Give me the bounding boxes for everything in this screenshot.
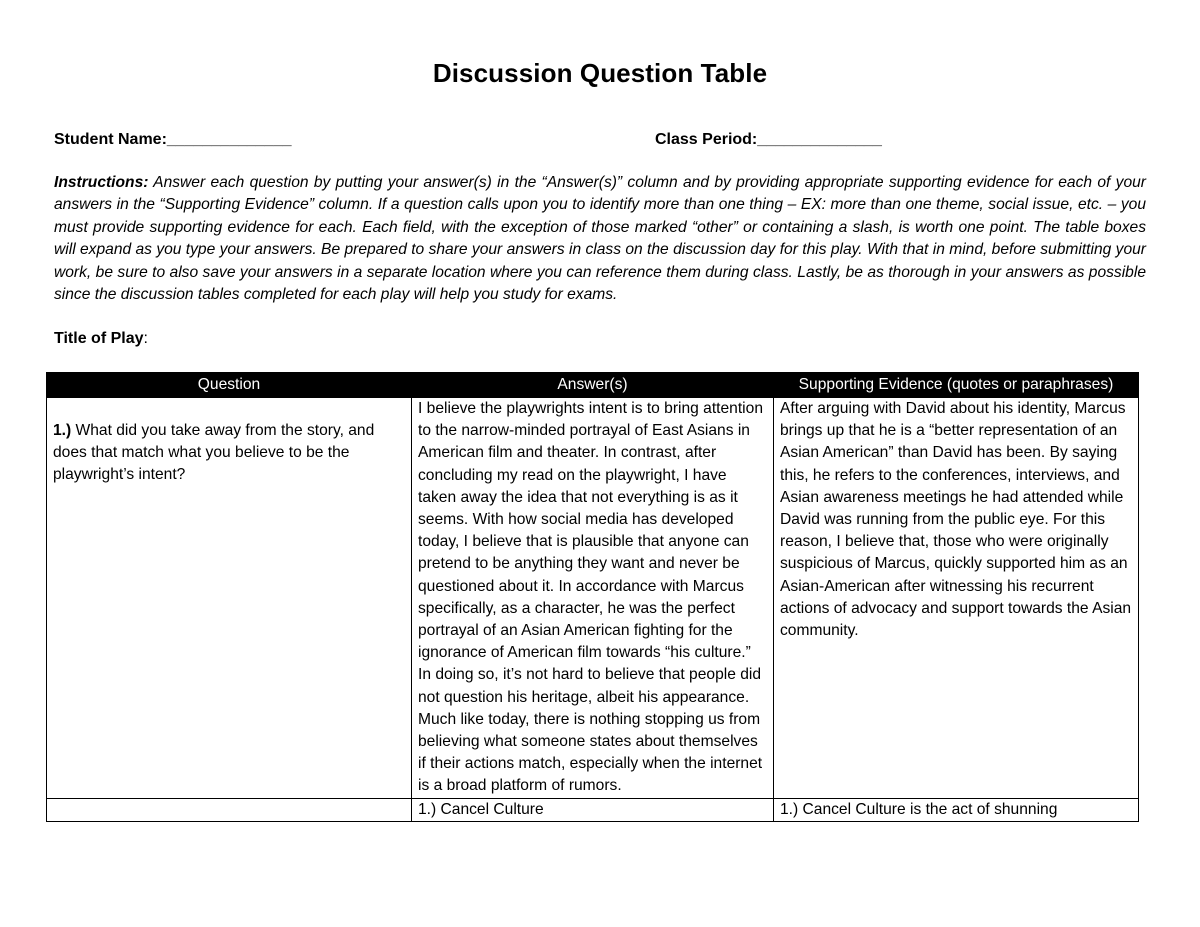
play-title-colon: : bbox=[143, 330, 148, 347]
question-number: 1.) bbox=[53, 422, 72, 439]
discussion-table bbox=[46, 372, 1139, 822]
play-title-label: Title of Play bbox=[54, 330, 144, 347]
table-header-row bbox=[47, 373, 1139, 398]
class-period-blank[interactable]: ______________ bbox=[757, 131, 882, 148]
question-cell[interactable] bbox=[47, 398, 412, 799]
header-evidence: Supporting Evidence (quotes or paraphrases) bbox=[774, 373, 1139, 398]
answer-cell[interactable]: 1.) Cancel Culture bbox=[412, 798, 774, 821]
evidence-cell[interactable]: After arguing with David about his identity, Marcus brings up that he is a “better representation of an Asian American” than David has been. By saying this, he refers to the conferences, interviews, and Asian awareness meetings he had attended while David was running from the public eye. For this reason, I believe that, those who were originally suspicious of Marcus, quickly supported him as an Asian-American after witnessing his recurrent actions of advocacy and support towards the Asian community. bbox=[774, 398, 1139, 799]
student-name-field bbox=[54, 131, 291, 149]
answer-cell[interactable]: I believe the playwrights intent is to bring attention to the narrow-minded portrayal of East Asians in American film and theater. In contrast, after concluding my read on the playwright, I have taken away the idea that not everything is as it seems. With how social media has developed today, I believe that is plausible that anyone can pretend to be anything they want and never be questioned about it. In accordance with Marcus specifically, as a character, he was the perfect portrayal of an Asian American fighting for the ignorance of American film towards “his culture.” In doing so, it’s not hard to believe that people did not question his heritage, albeit his appearance. Much like today, there is nothing stopping us from believing what someone states about themselves if their actions match, especially when the internet is a broad platform of rumors. bbox=[412, 398, 774, 799]
table-row bbox=[47, 798, 1139, 821]
question-cell[interactable] bbox=[47, 798, 412, 821]
page-title: Discussion Question Table bbox=[432, 58, 768, 88]
class-period-field bbox=[655, 131, 882, 149]
class-period-label: Class Period: bbox=[655, 131, 758, 148]
table-row bbox=[47, 398, 1139, 799]
instructions-text: Answer each question by putting your answer(s) in the “Answer(s)” column and by providing appropriate supporting evidence for each of your answers in the “Supporting Evidence” column. If a question calls upon you to identify more than one thing – EX: more than one theme, social issue, etc. – you must provide supporting evidence for each. Each field, with the exception of those marked “other” or containing a slash, is worth one point. The table boxes will expand as you type your answers. Be prepared to share your answers in class on the discussion day for this play. With that in mind, before submitting your work, be sure to also save your answers in a separate location where you can reference them during class. Lastly, be as thorough in your answers as possible since the discussion tables completed for each play will help you study for exams. bbox=[54, 174, 1146, 304]
instructions-paragraph bbox=[54, 172, 1146, 306]
student-name-label: Student Name: bbox=[54, 131, 167, 148]
play-title-field bbox=[54, 330, 148, 348]
student-name-blank[interactable]: ______________ bbox=[166, 131, 292, 148]
instructions-label: Instructions: bbox=[54, 174, 149, 191]
header-answers: Answer(s) bbox=[412, 373, 774, 398]
evidence-cell[interactable]: 1.) Cancel Culture is the act of shunning bbox=[774, 798, 1139, 821]
question-text: What did you take away from the story, and does that match what you believe to be the playwright’s intent? bbox=[53, 422, 375, 484]
header-question: Question bbox=[47, 373, 412, 398]
